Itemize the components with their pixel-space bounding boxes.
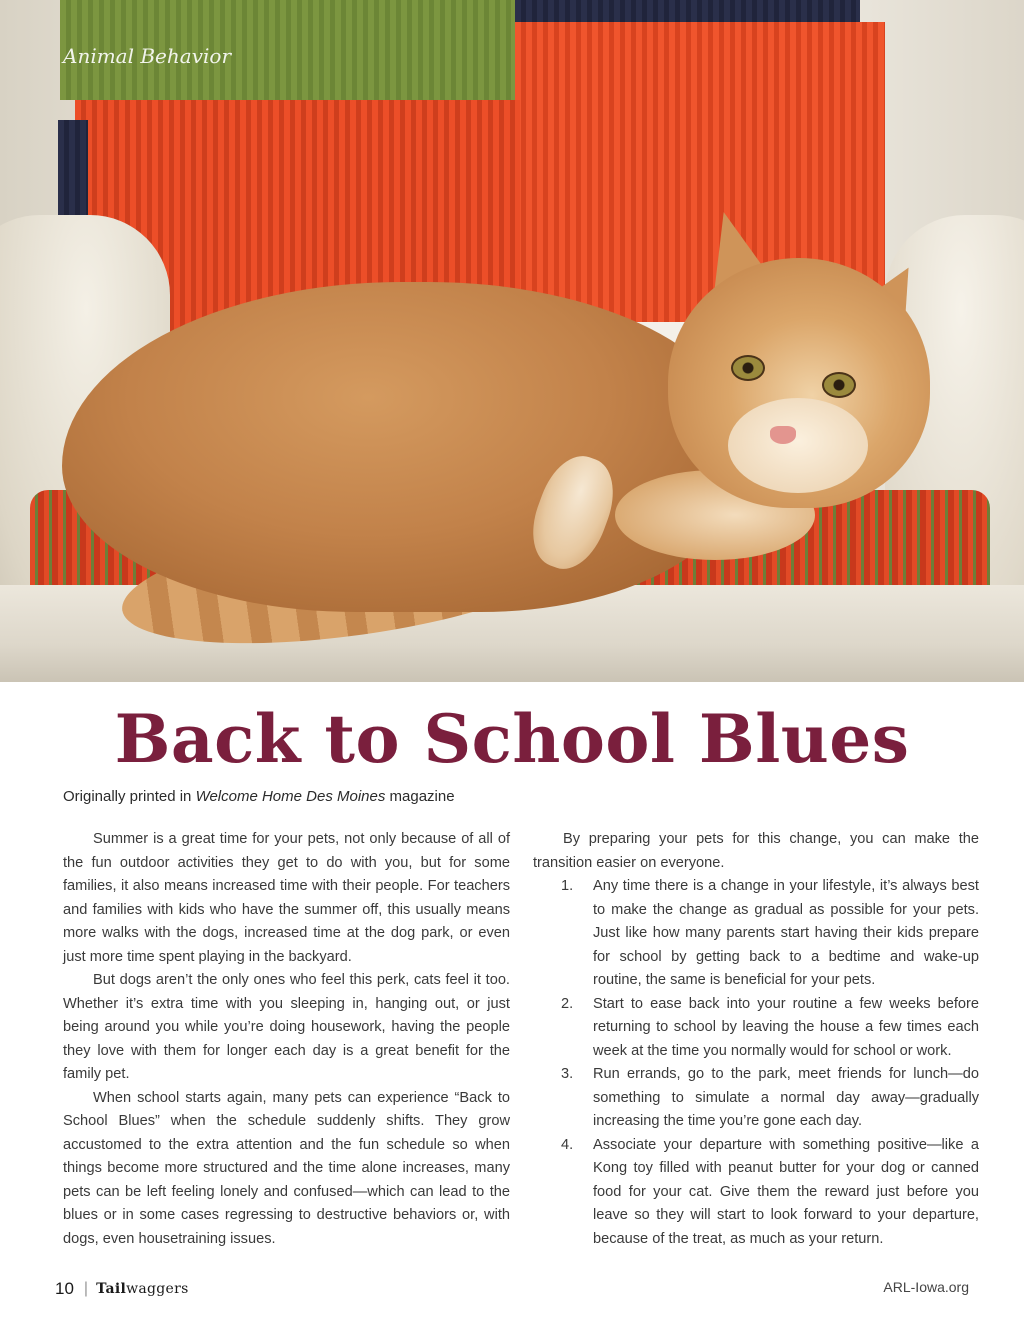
- list-text: Associate your departure with something positive—like a Kong toy filled with peanut butter for your dog or canned food for your cat. Give them the reward just before you leave so they will start to look forward to your departure, because of the treat, as much as your return.: [593, 1136, 979, 1247]
- intro-paragraph: By preparing your pets for this change, you can make the transition easier on everyone.: [533, 831, 979, 871]
- folio-separator: |: [83, 1280, 89, 1297]
- byline: [63, 788, 455, 805]
- article-column-left: [63, 828, 510, 1251]
- magazine-name-rest: waggers: [126, 1281, 189, 1297]
- list-number: 4.: [561, 1136, 574, 1153]
- paragraph: When school starts again, many pets can experience “Back to School Blues” when the schedule suddenly shifts. They grow accustomed to the extra attention and the fun schedule so when things become more structured and the time alone increases, many pets can be left feeling lonely and confused—which can lead to the blues or in some cases regressing to destructive behaviors or, with dogs, even housetraining issues.: [63, 1089, 510, 1247]
- list-item: [533, 1063, 979, 1134]
- page-number: 10: [55, 1279, 74, 1298]
- paragraph: But dogs aren’t the only ones who feel this perk, cats feel it too. Whether it’s extra time with you sleeping in, hanging out, or just being around you while you’re doing housework, having the people they love with them for longer each day is a great benefit for the family pet.: [63, 972, 510, 1082]
- list-number: 1.: [561, 878, 574, 894]
- list-item: [533, 1134, 979, 1252]
- byline-source: Welcome Home Des Moines: [195, 788, 386, 805]
- section-category: Animal Behavior: [63, 44, 231, 68]
- list-number: 2.: [561, 995, 574, 1012]
- list-text: Any time there is a change in your lifestyle, it’s always best to make the change as gradual as possible for your pets. Just like how many parents start having their kids prepare for school by getting back to a bedtime and wake-up routine, the same is beneficial for your pets.: [593, 878, 979, 988]
- page-folio: [55, 1279, 189, 1299]
- list-text: Run errands, go to the park, meet friends for lunch—do something to simulate a normal day away—gradually increasing the time you’re gone each day.: [593, 1066, 979, 1129]
- byline-suffix: magazine: [385, 788, 455, 805]
- magazine-name-bold: Tail: [96, 1281, 127, 1297]
- cat-nose: [770, 426, 796, 444]
- list-text: Start to ease back into your routine a few weeks before returning to school by leaving the house a few times each week at the time you normally would for school or work.: [593, 995, 979, 1059]
- byline-prefix: Originally printed in: [63, 788, 196, 805]
- list-number: 3.: [561, 1066, 574, 1082]
- paragraph: Summer is a great time for your pets, not only because of all of the fun outdoor activities they get to do with you, but for some families, it also means increased time with their people. For teachers and families with kids who have the summer off, this usually means more walks with the dogs, increased time at the dog park, or even just more time spent playing in the backyard.: [63, 831, 510, 965]
- website-url: ARL-Iowa.org: [883, 1279, 969, 1295]
- article-column-right: [533, 828, 979, 1251]
- cat-eye-right: [822, 372, 856, 398]
- tips-list: [533, 875, 979, 1251]
- blanket-square-navy: [515, 0, 860, 22]
- list-item: [533, 993, 979, 1064]
- cat-muzzle: [728, 398, 868, 493]
- cat-eye-left: [731, 355, 765, 381]
- list-item: [533, 875, 979, 993]
- article-title: Back to School Blues: [114, 700, 910, 778]
